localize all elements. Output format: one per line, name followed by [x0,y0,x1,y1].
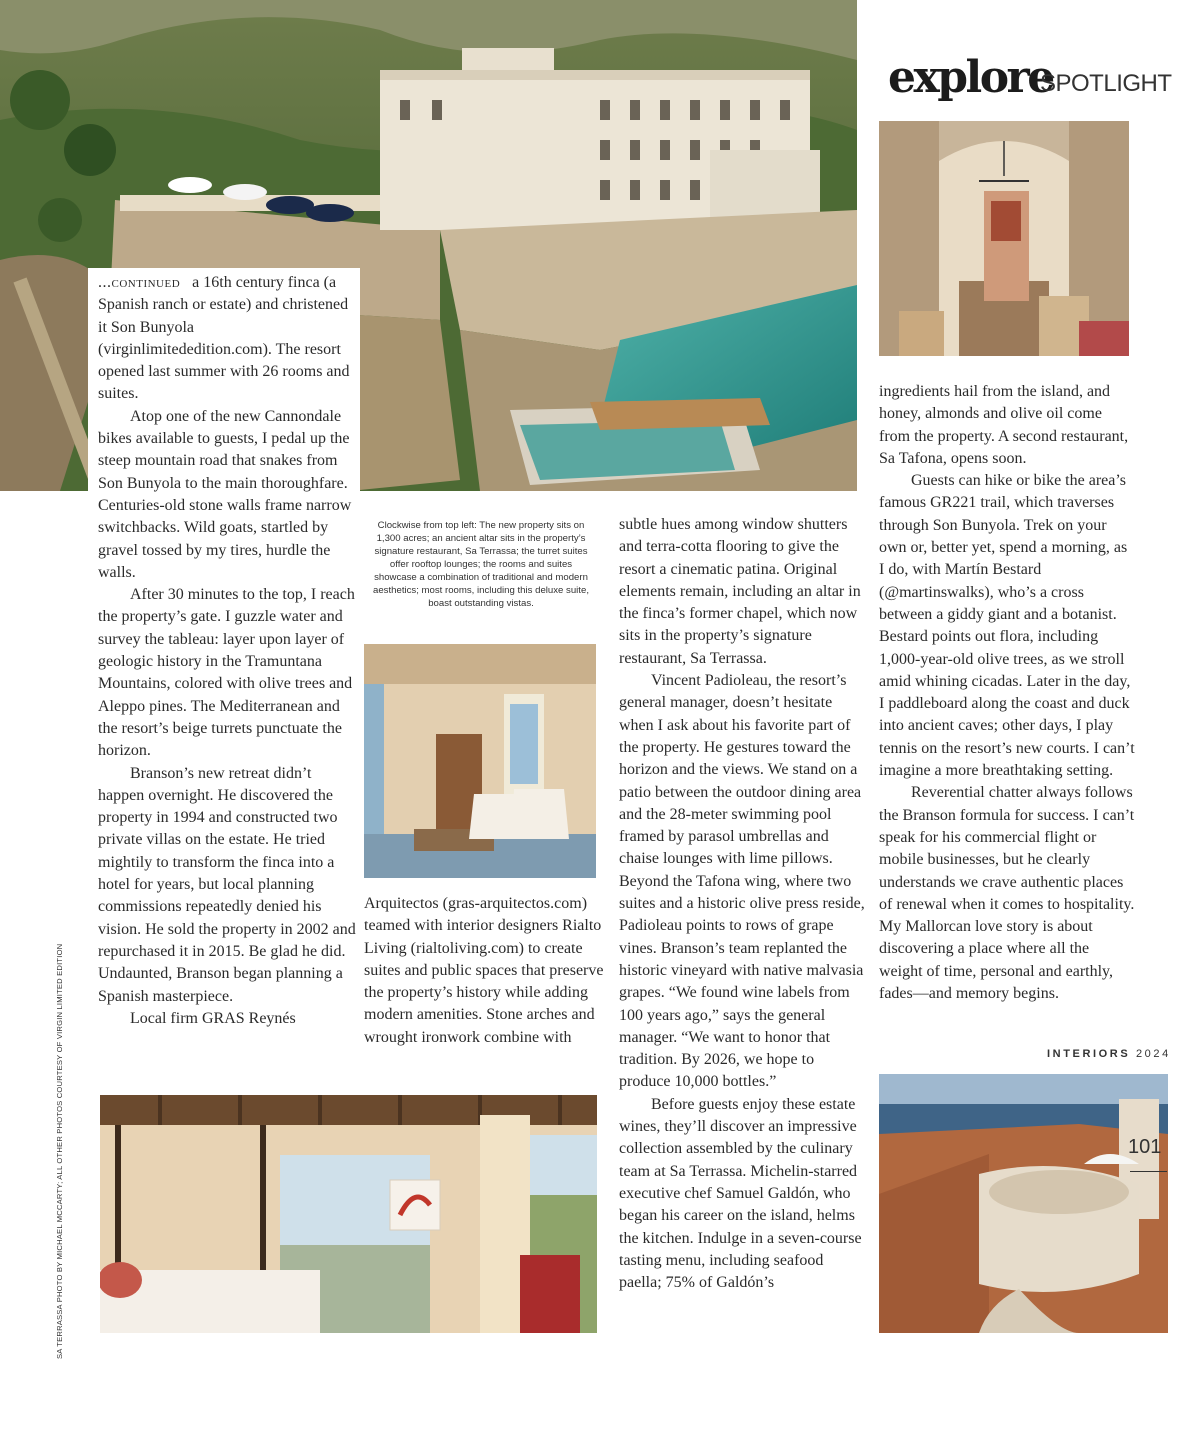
col1-para-3: After 30 minutes to the top, I reach the property’s gate. I guzzle water and survey the tableau: layer upon layer of geologic history in the Tramuntana Mountains, colored with olive trees and Aleppo pines. The Mediterranean and the resort’s beige turrets punctuate the horizon. [98,586,355,760]
article-column-2 [364,893,604,1049]
page-number: 101 [1128,1136,1162,1158]
article-column-4 [879,381,1135,1005]
col1-para-2: Atop one of the new Cannondale bikes available to guests, I pedal up the steep mountain road that snakes from Son Bunyola to the main thoroughfare. Centuries-old stone walls frame narrow switchbacks. Wild goats, startled by gravel tossed by my tires, hurdle the walls. [98,407,352,581]
publication-footer [1047,1048,1171,1060]
col1-para-1 [98,272,360,406]
section-subtitle: SPOTLIGHT [1040,70,1172,97]
page-number-rule [1130,1171,1167,1172]
publication-year: 2024 [1135,1048,1171,1060]
deluxe-suite-photo [100,1095,597,1333]
section-title: explore [888,52,1053,103]
continued-label: ...continued [98,274,181,291]
col4-para-3: Reverential chatter always follows the Branson formula for success. I can’t speak for his commercial flight or mobile businesses, but he clearly understands we crave authentic places of renewal when it comes to hospitality. My Mallorcan love story is about discovering a place where all the weight of time, personal and earthly, fades—and memory begins. [879,784,1135,1003]
turret-suite-photo [879,1074,1168,1333]
col4-para-2: Guests can hike or bike the area’s famous GR221 trail, which traverses through Son Bunyola. Trek on your own or, better yet, spend a morning, as I do, with Martín Bestard (@martinswalks), who’s a cross between a giddy giant and a botanist. Bestard points out flora, including 1,000-year-old olive trees, as we stroll amid whining cicadas. Later in the day, I paddleboard along the coast and duck into ancient caves; other days, I play tennis on the resort’s new courts. I can’t imagine a more breathtaking setting. [879,472,1135,780]
photo-caption: Clockwise from top left: The new property sits on 1,300 acres; an ancient altar sits in the property’s signature restaurant, Sa Terrassa; the turret suites offer rooftop lounges; the rooms and suites showcase a combination of traditional and modern aesthetics; most rooms, including this deluxe suite, boast outstanding vistas. [373,520,589,609]
col3-para-2: Vincent Padioleau, the resort’s general manager, doesn’t hesitate when I ask about his favorite part of the property. He gestures toward the horizon and the views. We stand on a patio between the outdoor dining area and the 28-meter swimming pool framed by parasol umbrellas and chaise lounges with lime pillows. Beyond the Tafona wing, where two suites and a historic olive press reside, Padioleau points to rows of grape vines. Branson’s team replanted the historic vineyard with native malvasia grapes. “We found wine labels from 100 years ago,” says the general manager. “We want to honor that tradition. By 2026, we hope to produce 10,000 bottles.” [619,672,865,1091]
photo-credit: SA TERRASSA PHOTO BY MICHAEL MCCARTY; ALL OTHER PHOTOS COURTESY OF VIRGIN LIMITED EDITION [55,943,64,1359]
col3-para-1: subtle hues among window shutters and terra-cotta flooring to give the resort a cinematic patina. Original elements remain, including an altar in the finca’s former chapel, which now sits in the property’s signature restaurant, Sa Terrassa. [619,516,861,667]
col4-para-1: ingredients hail from the island, and honey, almonds and olive oil come from the property. A second restaurant, Sa Tafona, opens soon. [879,383,1129,467]
col3-para-3: Before guests enjoy these estate wines, they’ll discover an impressive collection assembled by the culinary team at Sa Terrassa. Michelin-starred executive chef Samuel Galdón, who began his career on the island, helms the kitchen. Indulge in a seven-course tasting menu, including seafood paella; 75% of Galdón’s [619,1095,862,1292]
publication-name: INTERIORS [1047,1048,1131,1060]
col1-para-4: Branson’s new retreat didn’t happen overnight. He discovered the property in 1994 and constructed two private villas on the estate. He tried mightily to transform the finca into a hotel for years, but local planning commissions repeatedly denied his vision. He sold the property in 2002 and repurchased it in 2015. Be glad he did. Undaunted, Branson began planning a Spanish masterpiece. [98,764,356,1005]
altar-restaurant-photo [879,121,1129,356]
article-column-1 [88,268,360,1102]
col1-para-1-text: a 16th century finca (a Spanish ranch or estate) and christened it Son Bunyola (virginlimitededition.com). The resort opened last summer with 26 rooms and suites. [98,274,350,403]
col2-para-1: Arquitectos (gras-arquitectos.com) teamed with interior designers Rialto Living (rialtoliving.com) to create suites and public spaces that preserve the property’s history while adding modern amenities. Stone arches and wrought ironwork combine with [364,895,604,1046]
living-room-photo [364,644,596,878]
article-column-3 [619,514,865,1294]
col1-para-5: Local firm GRAS Reynés [130,1009,296,1027]
